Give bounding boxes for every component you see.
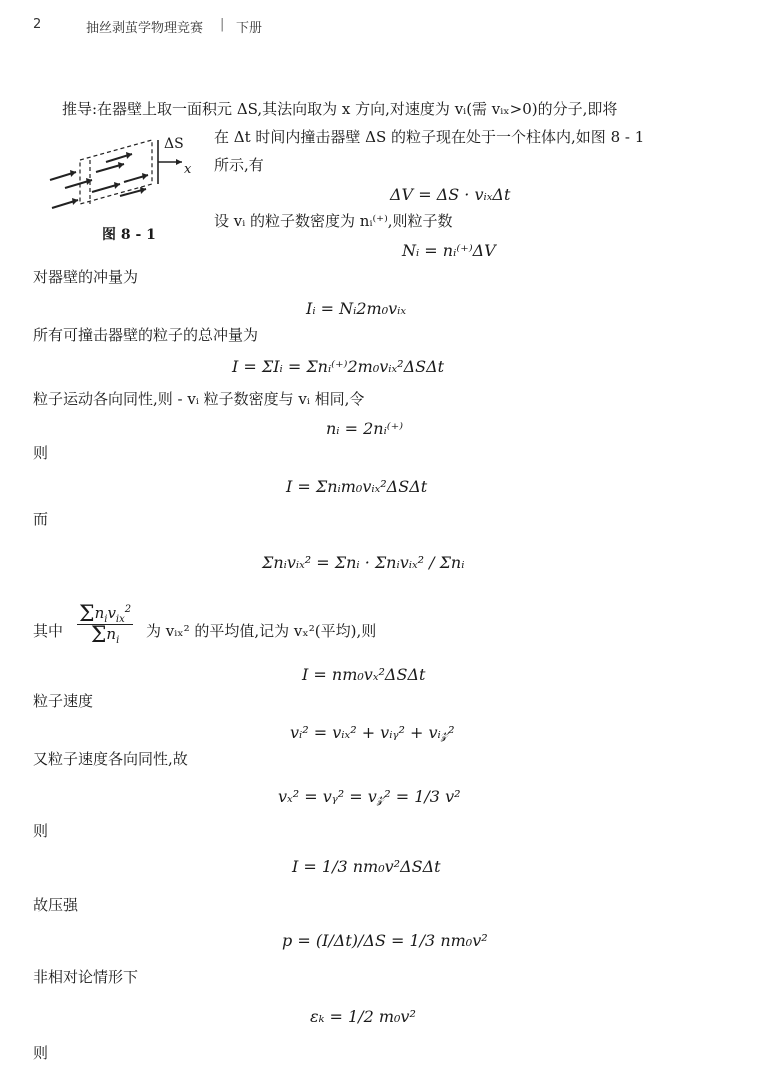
paragraph-then-2: 则 xyxy=(33,822,49,840)
equation-impulse-final-text: I = 1/3 nm₀v²ΔSΔt xyxy=(292,857,441,876)
equation-impulse-average xyxy=(302,664,425,686)
paragraph-where-prefix: 其中 xyxy=(33,622,64,640)
paragraph-then-1: 则 xyxy=(33,444,49,462)
equation-particle-count xyxy=(402,240,496,262)
equation-average-expansion-text: Σnᵢvᵢₓ² = Σnᵢ · Σnᵢvᵢₓ² / Σnᵢ xyxy=(262,553,465,572)
equation-volume-text: ΔV = ΔS · vᵢₓΔt xyxy=(390,185,511,204)
paragraph-then-3: 则 xyxy=(33,1044,49,1062)
figure-label-axis: x xyxy=(184,162,192,177)
equation-component-averages xyxy=(278,786,461,808)
equation-impulse-average-text: I = nm₀vₓ²ΔSΔt xyxy=(302,665,426,684)
equation-total-impulse-text: I = ΣIᵢ = Σnᵢ⁽⁺⁾2m₀vᵢₓ²ΔSΔt xyxy=(232,357,445,376)
paragraph-total-impulse: 所有可撞击器壁的粒子的总冲量为 xyxy=(33,326,259,344)
figure-label-area: ΔS xyxy=(164,136,184,152)
paragraph-isotropic-speed: 又粒子速度各向同性,故 xyxy=(33,750,188,768)
paragraph-while: 而 xyxy=(33,510,49,528)
paragraph-particle-speed: 粒子速度 xyxy=(33,692,94,710)
equation-pressure-text: p = (I/Δt)/ΔS = 1/3 nm₀v² xyxy=(282,931,488,950)
paragraph-derivation-line3: 所示,有 xyxy=(214,156,264,174)
fraction-denominator: $\Sigma n_i$ xyxy=(90,623,120,648)
paragraph-derivation-line2: 在 Δt 时间内撞击器壁 ΔS 的粒子现在处于一个柱体内,如图 8 - 1 xyxy=(214,128,645,146)
volume-rear-outline xyxy=(80,140,152,204)
paragraph-nonrelativistic: 非相对论情形下 xyxy=(33,968,139,986)
equation-kinetic-energy xyxy=(310,1006,416,1028)
equation-average-expansion xyxy=(262,552,464,574)
equation-impulse-single xyxy=(306,298,406,320)
cylinder-diagram xyxy=(40,132,210,222)
equation-impulse-sum-text: I = Σnᵢm₀vᵢₓ²ΔSΔt xyxy=(286,477,428,496)
x-axis-arrowhead xyxy=(176,159,182,165)
equation-kinetic-energy-text: εₖ = 1/2 m₀v² xyxy=(310,1007,416,1026)
paragraph-derivation-line1: 推导:在器壁上取一面积元 ΔS,其法向取为 x 方向,对速度为 vᵢ(需 vᵢₓ>0)的分子,即将 xyxy=(62,100,618,118)
equation-speed-components xyxy=(290,722,455,744)
equation-impulse-single-text: Iᵢ = Nᵢ2m₀vᵢₓ xyxy=(306,299,407,318)
page-number: 2 xyxy=(33,17,42,32)
paragraph-impulse: 对器壁的冲量为 xyxy=(33,268,139,286)
header-separator: | xyxy=(220,17,225,32)
figure-caption: 图 8 - 1 xyxy=(102,227,156,243)
paragraph-pressure: 故压强 xyxy=(33,896,79,914)
paragraph-isotropy: 粒子运动各向同性,则 - vᵢ 粒子数密度与 vᵢ 相同,令 xyxy=(33,390,365,408)
equation-impulse-final xyxy=(292,856,441,878)
equation-pressure xyxy=(282,930,488,952)
equation-density-relation-text: nᵢ = 2nᵢ⁽⁺⁾ xyxy=(326,419,404,438)
equation-particle-count-text: Nᵢ = nᵢ⁽⁺⁾ΔV xyxy=(402,241,496,260)
volume-label: 下册 xyxy=(236,21,263,36)
book-title: 抽丝剥茧学物理竞赛 xyxy=(86,21,204,36)
fraction-numerator: $\Sigma n_iv_{ix}^2$ xyxy=(79,602,132,627)
paragraph-number-density: 设 vᵢ 的粒子数密度为 nᵢ⁽⁺⁾,则粒子数 xyxy=(214,212,453,230)
equation-speed-components-text: vᵢ² = vᵢₓ² + vᵢᵧ² + vᵢ𝓏² xyxy=(290,723,455,742)
equation-density-relation xyxy=(326,418,403,440)
figure-8-1 xyxy=(40,132,210,222)
equation-volume xyxy=(390,184,510,206)
paragraph-where-suffix: 为 vᵢₓ² 的平均值,记为 vₓ²(平均),则 xyxy=(146,622,377,640)
equation-component-averages-text: vₓ² = vᵧ² = v𝓏² = 1/3 v² xyxy=(278,787,461,806)
equation-impulse-sum xyxy=(286,476,427,498)
equation-total-impulse xyxy=(232,356,444,378)
fraction-average-definition xyxy=(74,602,136,648)
